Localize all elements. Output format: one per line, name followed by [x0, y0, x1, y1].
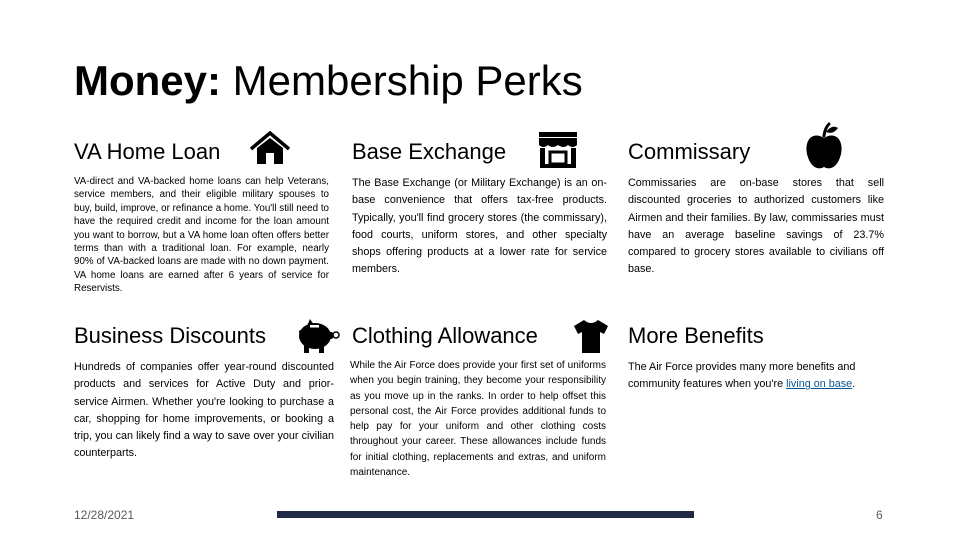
business-discounts-heading: Business Discounts [74, 323, 266, 348]
footer-date: 12/28/2021 [74, 508, 135, 522]
title-bold: Money: [74, 57, 221, 104]
footer-bar [277, 511, 694, 518]
slide-title [74, 56, 583, 106]
house-icon [248, 130, 292, 166]
base-exchange-body: The Base Exchange (or Military Exchange) is an on-base convenience that offers tax-free products. Typically, you'll find grocery stores (the commissary), food courts, uniform stores, and other specialty shops offering products at a lower rate for service members. [352, 177, 607, 276]
business-discounts-body: Hundreds of companies offer year-round discounted products and services for Active Duty and prior-service Airmen. Whether you're looking to purchase a car, shopping for home improvements, or booking a trip, you can likely find a way to save over your civilian counterparts. [74, 361, 334, 460]
base-exchange-heading: Base Exchange [352, 139, 507, 164]
tshirt-icon [573, 318, 609, 354]
va-home-loan-heading: VA Home Loan [74, 139, 221, 164]
title-rest: Membership Perks [221, 57, 583, 104]
va-home-loan-body: VA-direct and VA-backed home loans can help Veterans, service members, and their eligible military spouses to buy, build, improve, or refinance a home. You'll still need to have the required credit and income for the loan amount you want to borrow, but a VA home loan often offers better terms than with a traditional loan. For example, nearly 90% of VA-backed loans are made with no down payment. VA home loans are earned after 6 years of service for Reservists. [74, 176, 329, 295]
more-benefits-body [628, 359, 886, 394]
living-on-base-link[interactable]: living on base [786, 378, 853, 391]
more-benefits-body-text: The Air Force provides many more benefits and community features when you're [628, 361, 856, 391]
apple-icon [804, 122, 844, 170]
piggy-bank-icon [293, 318, 343, 354]
clothing-allowance-body: While the Air Force does provide your first set of uniforms when you begin training, they become your responsibility as you move up in the ranks. In order to help offset this personal cost, the Air Force provides additional funds to help pay for your uniform and other clothing costs throughout your career. These allowances include funds for initial clothing, replacements and extras, and uniform maintenance. [350, 360, 606, 479]
page-number: 6 [876, 508, 883, 522]
clothing-allowance-heading: Clothing Allowance [352, 323, 538, 348]
more-benefits-heading: More Benefits [628, 323, 764, 348]
store-icon [536, 130, 580, 170]
commissary-body: Commissaries are on-base stores that sell discounted groceries to authorized customers like Airmen and their families. By law, commissaries must have an average baseline savings of 23.7% compared to grocery stores available to civilians off base. [628, 177, 884, 276]
commissary-heading: Commissary [628, 139, 751, 164]
more-benefits-body-end: . [852, 378, 856, 391]
